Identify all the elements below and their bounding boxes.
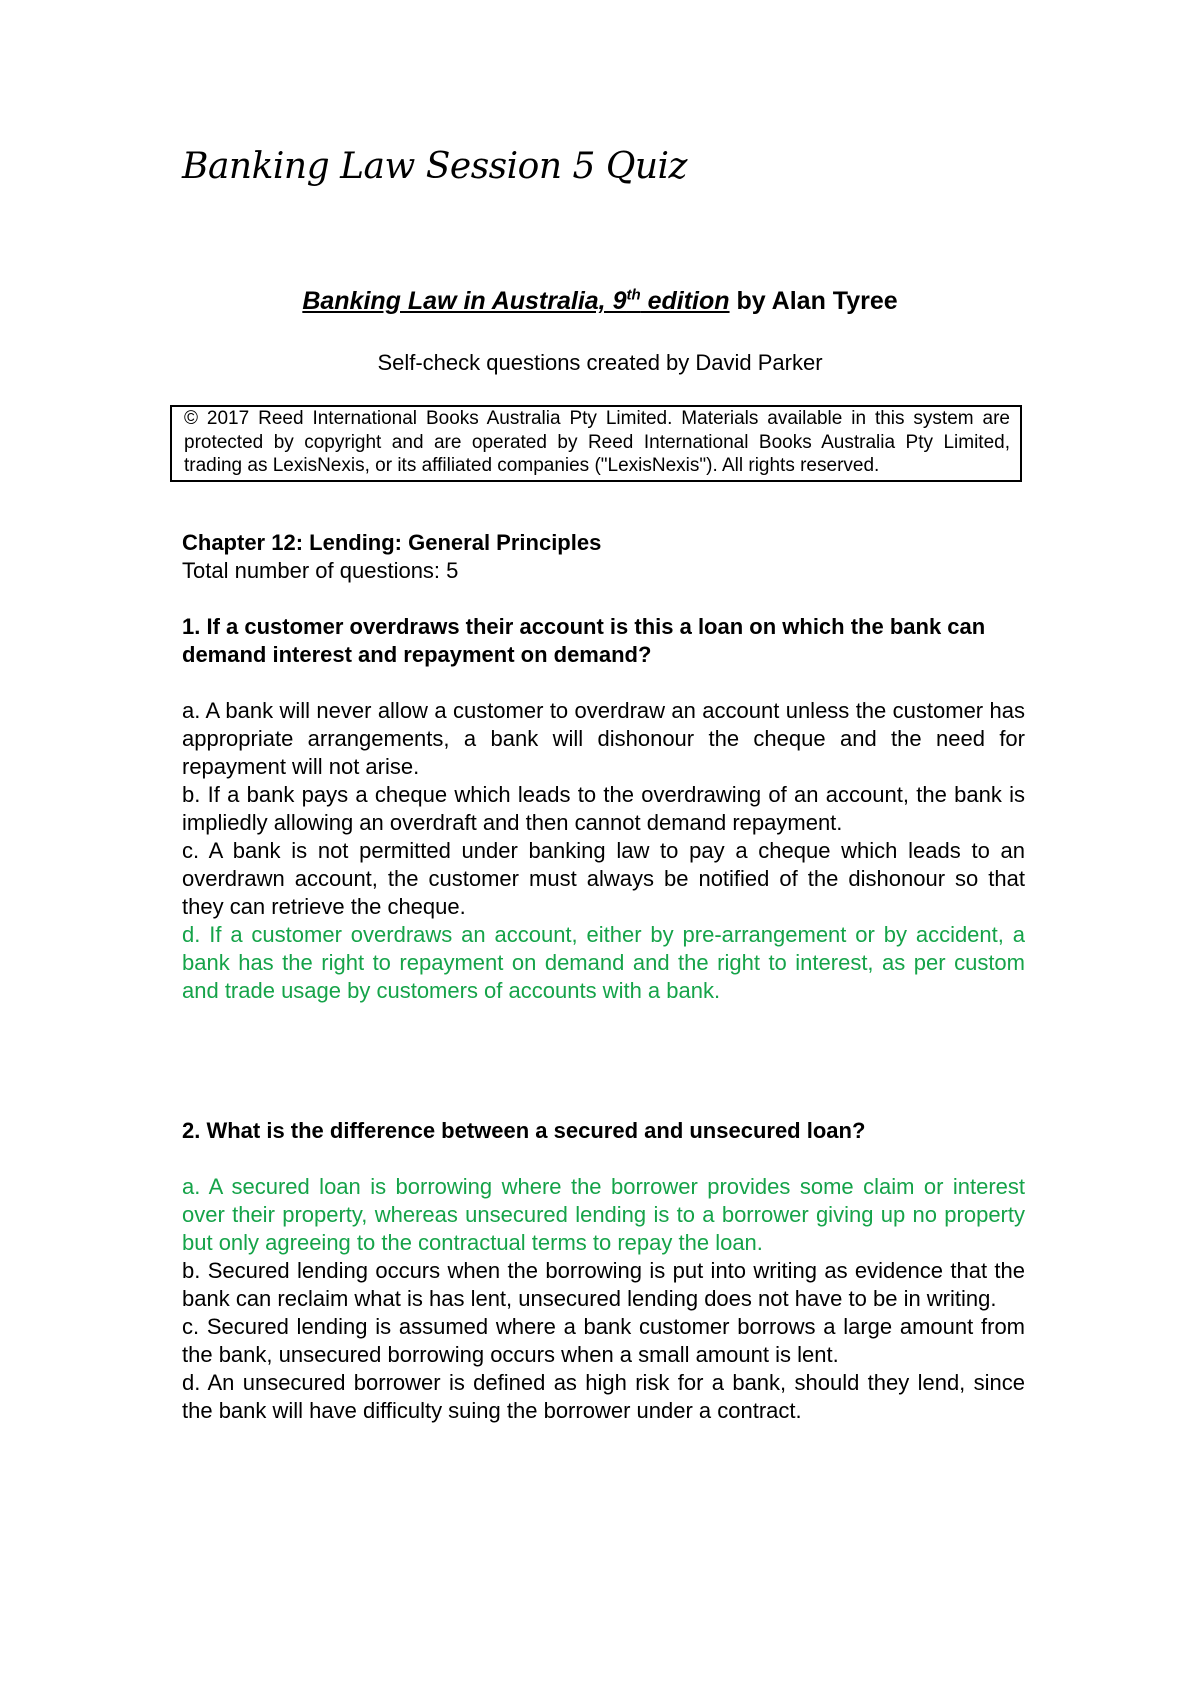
question-text: 2. What is the difference between a secured and unsecured loan? xyxy=(182,1118,866,1143)
answer-option-d: d. An unsecured borrower is defined as high risk for a bank, should they lend, since the bank will have difficulty suing the borrower under a contract. xyxy=(182,1370,1025,1423)
answer-option-a: a. A bank will never allow a customer to overdraw an account unless the customer has appropriate arrangements, a bank will dishonour the cheque and the need for repayment will not arise. xyxy=(182,698,1025,779)
chapter-title: Chapter 12: Lending: General Principles xyxy=(182,530,602,555)
answer-option-a-correct: a. A secured loan is borrowing where the borrower provides some claim or interest over their property, whereas unsecured lending is to a borrower giving up no property but only agreeing to the contractual terms to repay the loan. xyxy=(182,1174,1025,1255)
question-block xyxy=(182,613,1025,1005)
edition-superscript: th xyxy=(626,286,641,304)
page-title: Banking Law Session 5 Quiz xyxy=(182,146,687,187)
book-title xyxy=(302,287,729,315)
answer-option-d-correct: d. If a customer overdraws an account, either by pre-arrangement or by accident, a bank has the right to repayment on demand and the right to interest, as per custom and trade usage by customers of accounts with a bank. xyxy=(182,922,1025,1003)
book-heading xyxy=(0,287,1200,316)
answer-option-c: c. Secured lending is assumed where a bank customer borrows a large amount from the bank, unsecured borrowing occurs when a small amount is lent. xyxy=(182,1314,1025,1367)
answer-option-b: b. If a bank pays a cheque which leads to the overdrawing of an account, the bank is impliedly allowing an overdraft and then cannot demand repayment. xyxy=(182,782,1025,835)
book-title-text: Banking Law in Australia, 9 xyxy=(302,287,627,315)
question-text: 1. If a customer overdraws their account is this a loan on which the bank can demand interest and repayment on demand? xyxy=(182,614,986,667)
question-block xyxy=(182,1117,1025,1425)
copyright-notice: © 2017 Reed International Books Australia Pty Limited. Materials available in this system are protected by copyright and are operated by Reed International Books Australia Pty Limited, trading as LexisNexis, or its affiliated companies ("LexisNexis"). All rights reserved. xyxy=(170,405,1022,482)
answer-option-c: c. A bank is not permitted under banking law to pay a cheque which leads to an overdrawn account, the customer must always be notified of the dishonour so that they can retrieve the cheque. xyxy=(182,838,1025,919)
book-edition-text: edition xyxy=(640,287,730,315)
spacer xyxy=(182,1005,1025,1117)
quiz-content xyxy=(182,529,1025,1425)
answer-option-b: b. Secured lending occurs when the borrowing is put into writing as evidence that the bank can reclaim what is has lent, unsecured lending does not have to be in writing. xyxy=(182,1258,1025,1311)
total-questions: Total number of questions: 5 xyxy=(182,558,459,583)
book-author: by Alan Tyree xyxy=(729,287,898,315)
created-by: Self-check questions created by David Parker xyxy=(377,350,823,375)
